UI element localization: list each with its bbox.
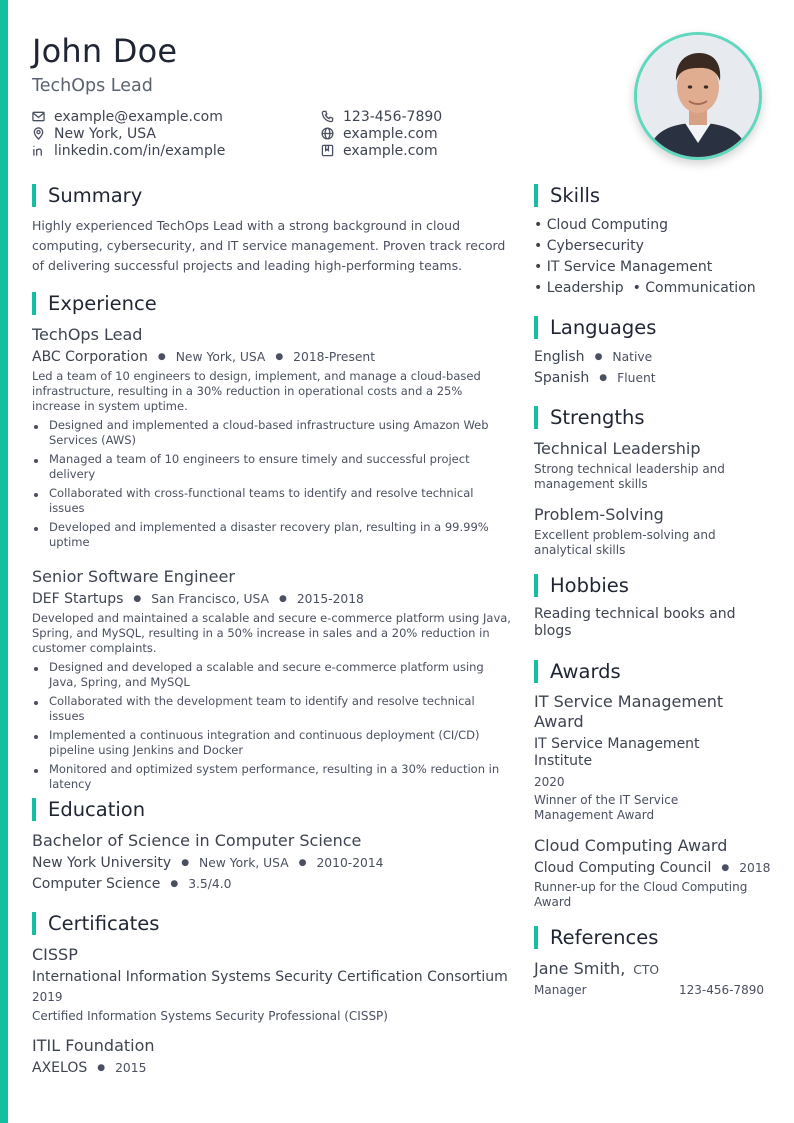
job-meta-2: DEF Startups ● San Francisco, USA ● 2015-2018: [32, 591, 364, 607]
globe-icon: [321, 127, 334, 140]
linkedin-icon: [32, 144, 45, 157]
language-item: Spanish ● Fluent: [534, 370, 656, 386]
references-heading: [534, 926, 658, 949]
certificate-name: ITIL Foundation: [32, 1036, 155, 1055]
experience-heading: [32, 292, 157, 315]
awards-heading: [534, 660, 621, 683]
list-item: Managed a team of 10 engineers to ensure timely and successful project delivery: [32, 452, 502, 482]
award-title: Cloud Computing Award: [534, 836, 728, 855]
contact-list: [32, 108, 462, 159]
job-dates: 2018-Present: [293, 350, 376, 364]
profile-photo: [634, 32, 762, 160]
heading-accent: [534, 926, 538, 949]
certificates-heading-text: Certificates: [48, 912, 160, 935]
heading-accent: [32, 292, 36, 315]
job-company: DEF Startups: [32, 591, 124, 607]
job-dates: 2015-2018: [296, 592, 364, 606]
location-icon: [32, 127, 45, 140]
languages-heading-text: Languages: [550, 316, 657, 339]
award-meta: Cloud Computing Council ● 2018: [534, 860, 771, 876]
list-item: Implemented a continuous integration and continuous deployment (CI/CD) pipeline using Jenkins and Docker: [32, 728, 502, 758]
job-location: New York, USA: [175, 350, 266, 364]
language-name: English: [534, 349, 585, 365]
summary-heading: [32, 184, 142, 207]
hobbies-text: Reading technical books and blogs: [534, 606, 736, 639]
strength-title: Problem-Solving: [534, 505, 664, 524]
job-bullets: [32, 660, 502, 796]
contact-phone-text: 123-456-7890: [343, 108, 443, 125]
list-item: Developed and implemented a disaster recovery plan, resulting in a 99.99% uptime: [32, 520, 502, 550]
candidate-name: John Doe: [32, 32, 178, 70]
contact-email-text: example@example.com: [54, 108, 223, 125]
school-location: New York, USA: [199, 856, 289, 870]
summary-text: Highly experienced TechOps Lead with a strong background in cloud computing, cybersecurity, and IT service management. Proven track record of delivering successful projects and leading high-performing teams.: [32, 218, 506, 273]
language-level: Fluent: [617, 371, 656, 385]
mail-icon: [32, 110, 45, 123]
skill-item: • IT Service Management: [534, 259, 713, 275]
skill-item: • Leadership • Communication: [534, 280, 756, 296]
award-issuer: Cloud Computing Council: [534, 860, 712, 876]
award-issuer: IT Service Management Institute: [534, 736, 700, 769]
job-bullets: [32, 418, 502, 554]
skills-heading-text: Skills: [550, 184, 601, 207]
candidate-title: TechOps Lead: [32, 76, 153, 96]
strength-title: Technical Leadership: [534, 439, 701, 458]
award-year: 2020: [534, 775, 565, 789]
contact-portfolio[interactable]: [321, 142, 501, 159]
list-item: Designed and developed a scalable and secure e-commerce platform using Java, Spring, and MySQL: [32, 660, 502, 690]
job-description: Led a team of 10 engineers to design, implement, and manage a cloud-based infrastructure, resulting in a 30% reduction in operational costs and a 25% increase in system uptime.: [32, 369, 481, 413]
language-name: Spanish: [534, 370, 590, 386]
contact-location-text: New York, USA: [54, 125, 156, 142]
strengths-heading: [534, 406, 645, 429]
education-dates: 2010-2014: [316, 856, 384, 870]
contact-linkedin[interactable]: [32, 142, 321, 159]
certificate-year: 2015: [115, 1061, 147, 1075]
list-item: Collaborated with the development team to identify and resolve technical issues: [32, 694, 502, 724]
heading-accent: [534, 316, 538, 339]
language-item: English ● Native: [534, 349, 653, 365]
reference-role: CTO: [633, 963, 660, 977]
hobbies-heading: [534, 574, 629, 597]
portrait-image: [637, 35, 759, 157]
award-text: Runner-up for the Cloud Computing Award: [534, 880, 748, 909]
degree: Bachelor of Science in Computer Science: [32, 831, 362, 850]
skills-list: [534, 215, 774, 299]
skill-item: • Cloud Computing: [534, 217, 669, 233]
hobbies-heading-text: Hobbies: [550, 574, 629, 597]
summary-heading-text: Summary: [48, 184, 143, 207]
heading-accent: [534, 184, 538, 207]
gpa: 3.5/4.0: [188, 877, 232, 891]
awards-heading-text: Awards: [550, 660, 621, 683]
job-company: ABC Corporation: [32, 349, 148, 365]
contact-linkedin-text: linkedin.com/in/example: [54, 142, 226, 159]
certificate-meta: AXELOS ● 2015: [32, 1060, 147, 1076]
award-text: Winner of the IT Service Management Award: [534, 793, 679, 822]
award-year: 2018: [739, 861, 771, 875]
school: New York University: [32, 855, 172, 871]
languages-heading: [534, 316, 656, 339]
strengths-heading-text: Strengths: [550, 406, 645, 429]
field-of-study: Computer Science: [32, 876, 161, 892]
reference-name-row: [534, 959, 659, 978]
heading-accent: [32, 184, 36, 207]
reference-position: Manager: [534, 983, 587, 997]
experience-heading-text: Experience: [48, 292, 157, 315]
contact-email[interactable]: [32, 108, 321, 125]
strength-text: Strong technical leadership and management skills: [534, 462, 725, 491]
contact-portfolio-text: example.com: [343, 142, 438, 159]
skills-heading: [534, 184, 600, 207]
reference-name: Jane Smith,: [534, 959, 626, 978]
certificate-year: 2019: [32, 990, 63, 1004]
accent-bar: [0, 0, 8, 1123]
certificate-issuer: AXELOS: [32, 1060, 88, 1076]
list-item: Monitored and optimized system performance, resulting in a 30% reduction in latency: [32, 762, 502, 792]
list-item: Collaborated with cross-functional teams to identify and resolve technical issues: [32, 486, 502, 516]
award-title: IT Service Management Award: [534, 692, 724, 731]
heading-accent: [534, 574, 538, 597]
reference-phone[interactable]: 123-456-7890: [679, 983, 765, 997]
job-title-1: TechOps Lead: [32, 325, 143, 344]
education-heading: [32, 798, 145, 821]
certificates-heading: [32, 912, 159, 935]
heading-accent: [534, 406, 538, 429]
job-description: Developed and maintained a scalable and secure e-commerce platform using Java, Spring, and MySQL, resulting in a 50% increase in sales and a 20% reduction in customer complaints.: [32, 611, 511, 655]
certificate-issuer: International Information Systems Security Certification Consortium: [32, 969, 508, 985]
contact-website[interactable]: [321, 125, 501, 142]
certificate-name: CISSP: [32, 945, 78, 964]
contact-phone[interactable]: [321, 108, 501, 125]
skill-item: • Cybersecurity: [534, 238, 644, 254]
certificate-description: Certified Information Systems Security Professional (CISSP): [32, 1009, 388, 1023]
job-meta-1: ABC Corporation ● New York, USA ● 2018-Present: [32, 349, 376, 365]
strength-text: Excellent problem-solving and analytical skills: [534, 528, 716, 557]
education-meta: New York University ● New York, USA ● 2010-2014: [32, 855, 384, 871]
contact-website-text: example.com: [343, 125, 438, 142]
heading-accent: [32, 912, 36, 935]
bookmark-icon: [321, 144, 334, 157]
language-level: Native: [612, 350, 653, 364]
education-field-meta: Computer Science ● 3.5/4.0: [32, 876, 232, 892]
heading-accent: [534, 660, 538, 683]
contact-location: [32, 125, 321, 142]
education-heading-text: Education: [48, 798, 146, 821]
phone-icon: [321, 110, 334, 123]
job-title-2: Senior Software Engineer: [32, 567, 235, 586]
heading-accent: [32, 798, 36, 821]
list-item: Designed and implemented a cloud-based infrastructure using Amazon Web Services (AWS): [32, 418, 502, 448]
job-location: San Francisco, USA: [151, 592, 269, 606]
references-heading-text: References: [550, 926, 659, 949]
